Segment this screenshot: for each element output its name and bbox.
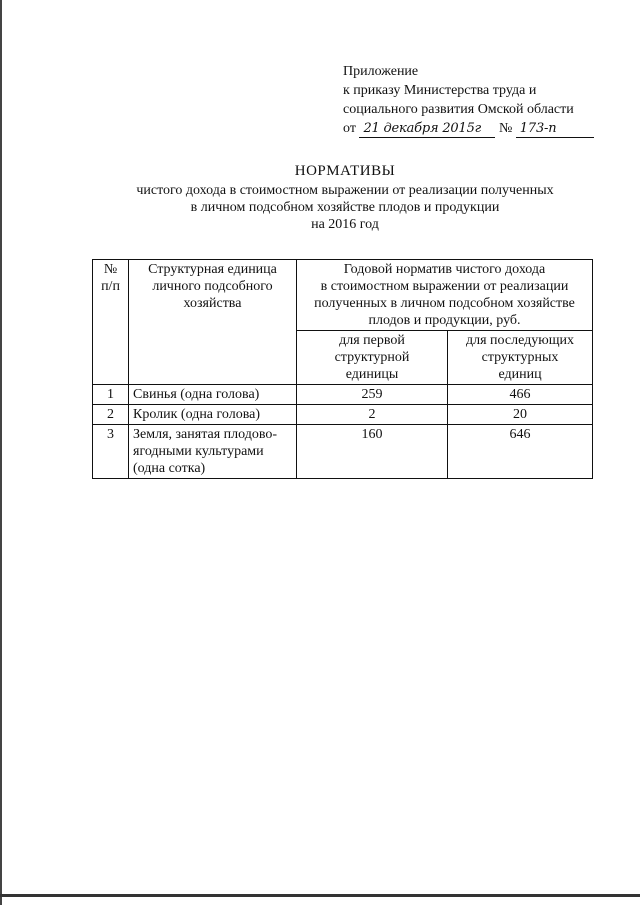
from-label: от [343, 121, 356, 136]
header-next-line3: единиц [498, 367, 542, 382]
document-title: НОРМАТИВЫ [294, 163, 396, 179]
header-row-top [93, 260, 593, 331]
row-next-value: 466 [448, 385, 593, 405]
document-subtitle-line1: чистого дохода в стоимостном выражении от реализации полученных [136, 183, 554, 198]
appendix-order-line: к приказу Министерства труда и [343, 83, 537, 98]
table-row [93, 385, 593, 405]
table-row [93, 425, 593, 479]
row-num: 1 [93, 385, 129, 405]
row-next-value: 646 [448, 425, 593, 479]
appendix-title: Приложение [343, 64, 419, 79]
header-norm [297, 260, 593, 331]
handwritten-date: 21 декабря 2015г [359, 121, 495, 138]
header-unit-line3: хозяйства [183, 296, 242, 311]
header-first-line3: единицы [345, 367, 399, 382]
row-unit-line3: (одна сотка) [133, 461, 206, 476]
header-norm-line1: Годовой норматив чистого дохода [343, 262, 546, 277]
header-num-abbr: п/п [101, 279, 120, 294]
handwritten-number: 173-п [516, 121, 594, 138]
header-unit [129, 260, 297, 385]
header-norm-line4: плодов и продукции, руб. [368, 313, 521, 328]
row-unit [129, 425, 297, 479]
row-first-value: 2 [297, 405, 448, 425]
appendix-date-row [343, 119, 633, 138]
header-next-line1: для последующих [466, 333, 574, 348]
row-unit-line1: Земля, занятая плодово- [133, 427, 278, 442]
header-first-unit [297, 331, 448, 385]
header-unit-line1: Структурная единица [148, 262, 277, 277]
header-norm-line2: в стоимостном выражении от реализации [320, 279, 569, 294]
row-num: 2 [93, 405, 129, 425]
document-subtitle-line2: в личном подсобном хозяйстве плодов и продукции [190, 200, 500, 215]
row-unit-line2: ягодными культурами [133, 444, 264, 459]
page-left-edge [0, 0, 2, 905]
row-first-value: 160 [297, 425, 448, 479]
row-num: 3 [93, 425, 129, 479]
document-title-block [90, 163, 600, 233]
row-first-value: 259 [297, 385, 448, 405]
header-next-units [448, 331, 593, 385]
header-num-symbol: № [103, 262, 118, 277]
header-next-line2: структурных [481, 350, 559, 365]
header-num [93, 260, 129, 385]
norms-table [92, 259, 593, 479]
header-first-line2: структурной [334, 350, 410, 365]
header-unit-line2: личного подсобного [152, 279, 273, 294]
header-first-line1: для первой [339, 333, 405, 348]
row-unit: Свинья (одна голова) [129, 385, 297, 405]
table-row [93, 405, 593, 425]
page-bottom-edge [0, 894, 640, 897]
row-unit: Кролик (одна голова) [129, 405, 297, 425]
header-norm-line3: полученных в личном подсобном хозяйстве [314, 296, 575, 311]
number-label: № [498, 121, 513, 136]
appendix-block [343, 62, 633, 138]
row-next-value: 20 [448, 405, 593, 425]
document-subtitle-year: на 2016 год [311, 217, 379, 232]
appendix-ministry-line: социального развития Омской области [343, 102, 574, 117]
